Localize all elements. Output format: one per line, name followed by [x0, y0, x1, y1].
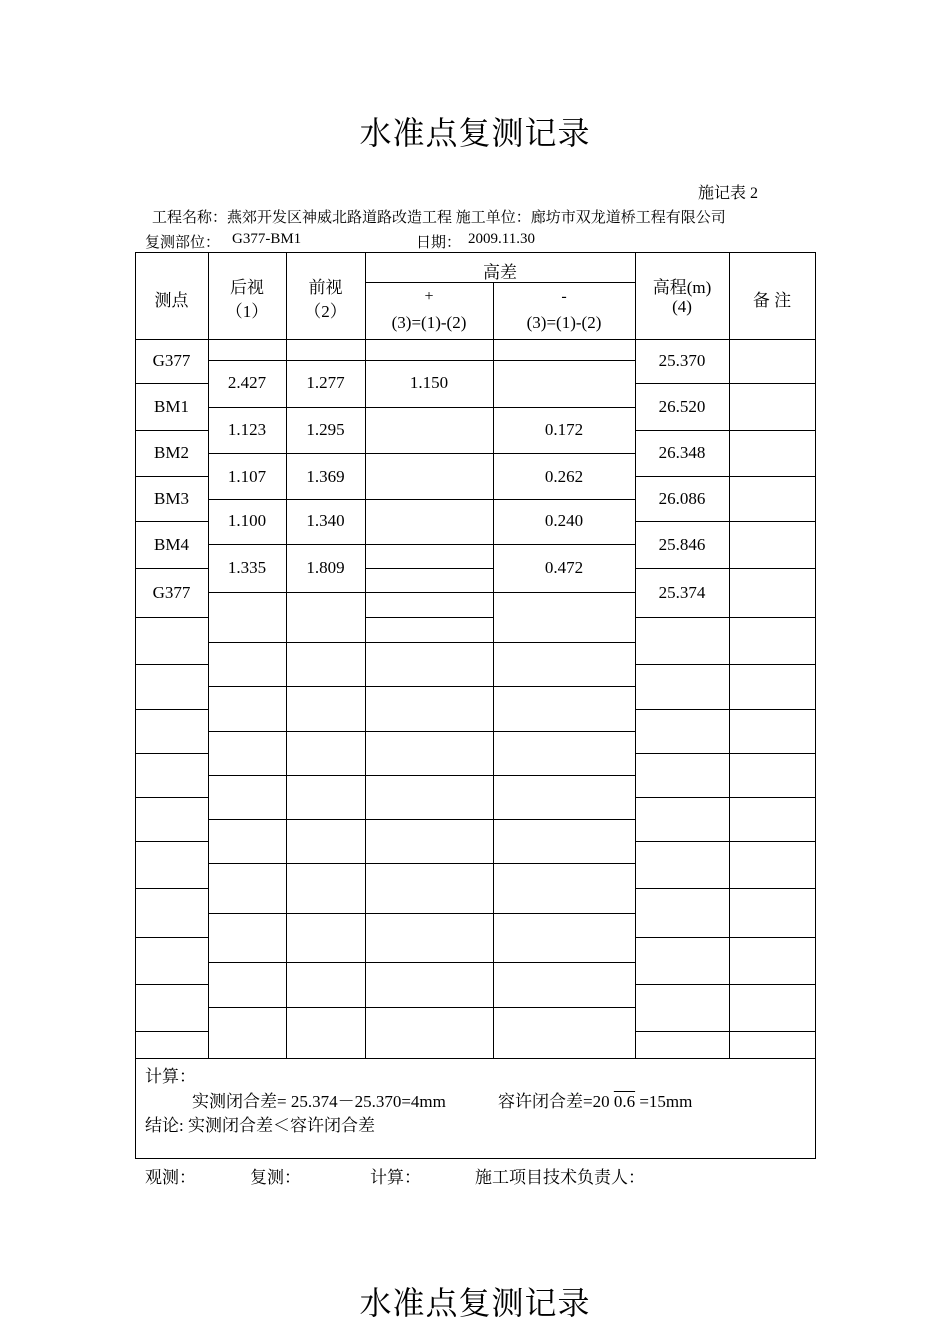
- header-backsight-no: （1）: [225, 302, 269, 321]
- point-name: G377: [152, 583, 191, 602]
- point-name: BM4: [154, 535, 189, 554]
- point-elevation: 25.370: [658, 351, 706, 370]
- header-remarks: 备 注: [752, 291, 792, 310]
- header-plus-formula: (3)=(1)-(2): [391, 313, 467, 332]
- reading-backsight: 1.335: [227, 558, 267, 577]
- header-backsight: 后视: [230, 278, 264, 297]
- calc-allowed-suffix: =15mm: [635, 1092, 693, 1111]
- reading-minus: 0.172: [544, 420, 584, 439]
- reading-foresight: 1.340: [306, 511, 345, 530]
- date-label: 日期：: [416, 235, 462, 251]
- location-value: G377-BM1: [232, 231, 302, 247]
- header-minus-formula: (3)=(1)-(2): [526, 313, 602, 332]
- reading-minus: 0.262: [544, 467, 584, 486]
- header-point: 测点: [154, 291, 189, 310]
- reading-foresight: 1.369: [306, 467, 345, 486]
- point-name: G377: [152, 351, 191, 370]
- reading-plus: 1.150: [409, 373, 449, 392]
- project-line: 工程名称：燕郊开发区神威北路道路改造工程 施工单位：廊坊市双龙道桥工程有限公司: [152, 210, 726, 226]
- page-title: 水准点复测记录: [359, 114, 591, 152]
- reading-backsight: 2.427: [227, 373, 267, 392]
- header-minus: -: [561, 288, 567, 305]
- calc-label: 计算：: [145, 1067, 196, 1086]
- form-number: 施记表 2: [698, 185, 759, 202]
- calc-conclusion: 结论: 实测闭合差＜容许闭合差: [145, 1116, 375, 1135]
- header-foresight: 前视: [308, 278, 343, 297]
- point-name: BM1: [154, 397, 189, 416]
- location-label: 复测部位：: [145, 235, 221, 251]
- sign-observe: 观测：: [145, 1168, 196, 1187]
- reading-foresight: 1.295: [306, 420, 345, 439]
- point-name: BM2: [154, 443, 189, 462]
- header-foresight-no: （2）: [304, 302, 347, 321]
- point-elevation: 26.520: [658, 397, 706, 416]
- reading-backsight: 1.123: [227, 420, 267, 439]
- reading-foresight: 1.809: [306, 558, 345, 577]
- sign-compute: 计算：: [370, 1168, 421, 1187]
- header-elevation-no: (4): [672, 297, 692, 316]
- reading-foresight: 1.277: [306, 373, 345, 392]
- calc-measured: 实测闭合差= 25.374－25.370=4mm: [192, 1092, 446, 1111]
- calc-allowed-prefix: 容许闭合差=20: [498, 1092, 614, 1111]
- reading-backsight: 1.100: [227, 511, 267, 530]
- next-page-title: 水准点复测记录: [359, 1284, 591, 1322]
- reading-backsight: 1.107: [227, 467, 267, 486]
- reading-minus: 0.240: [544, 511, 584, 530]
- point-elevation: 26.348: [658, 443, 706, 462]
- sign-recheck: 复测：: [250, 1168, 301, 1187]
- header-height-diff: 高差: [483, 263, 517, 282]
- sign-lead: 施工项目技术负责人：: [475, 1168, 645, 1187]
- date-value: 2009.11.30: [468, 231, 535, 247]
- point-elevation: 26.086: [658, 489, 706, 508]
- calc-allowed-root: 0.6: [613, 1092, 636, 1111]
- point-elevation: 25.374: [658, 583, 706, 602]
- reading-minus: 0.472: [544, 558, 584, 577]
- header-plus: +: [424, 288, 434, 305]
- header-elevation: 高程(m): [652, 278, 712, 297]
- point-name: BM3: [154, 489, 189, 508]
- point-elevation: 25.846: [658, 535, 706, 554]
- calc-allowed: [498, 1087, 692, 1112]
